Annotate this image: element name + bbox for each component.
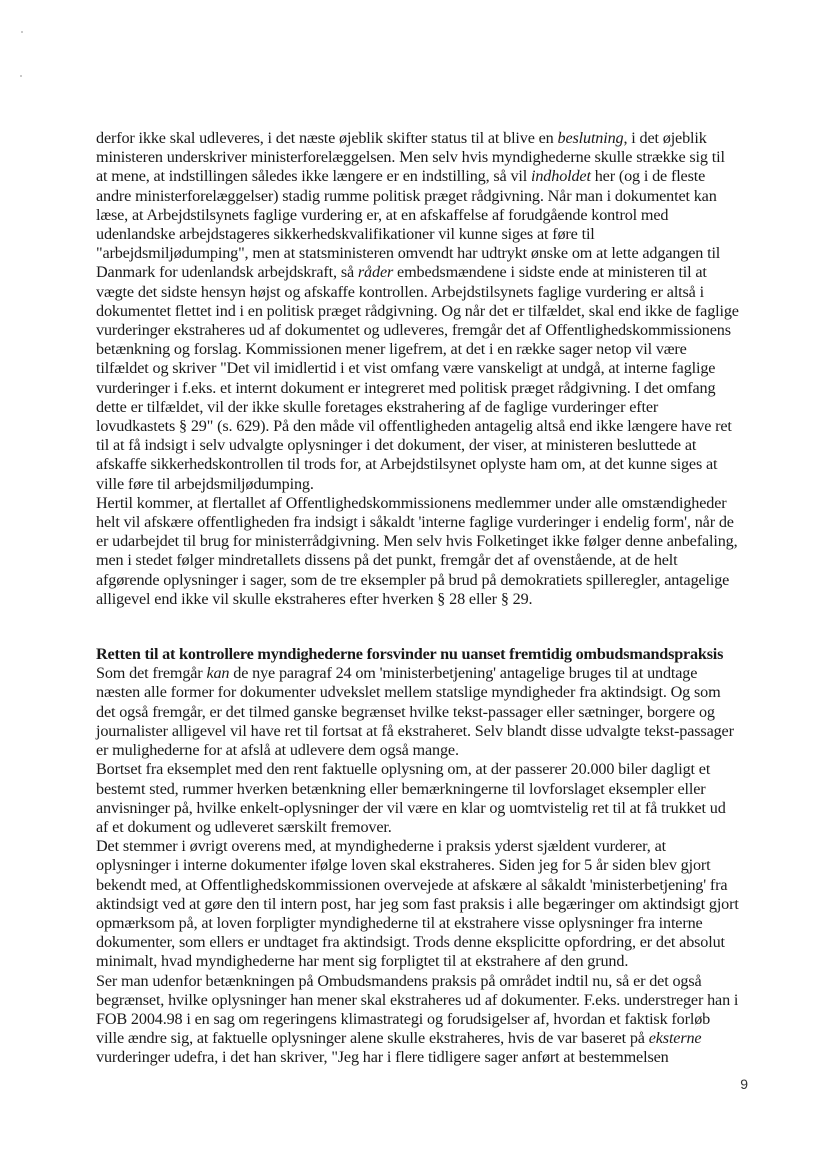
text-run: Bortset fra eksemplet med den rent faktuelle oplysning om, at der passerer 20.000 biler dagligt et bestemt sted, rummer hverken betænkning eller bemærkningerne til lovforslaget eksempler eller anvisninger på, hvilke enkelt-oplysninger der vil være en klar og uomtvistelig ret til at få trukket ud af et dokument og udleveret særskilt fremover. (96, 760, 726, 836)
paragraph (96, 837, 740, 971)
text-run: , i det øjeblik ministeren underskriver ministerforelæggelsen. Men selv hvis myndighederne skulle strække sig til at mene, at indstillingen således ikke længere er en indstilling, så vil (96, 129, 725, 186)
section-1 (96, 129, 740, 609)
paragraph (96, 664, 740, 760)
emphasized-text: beslutning (557, 129, 624, 147)
body-text (96, 129, 740, 1068)
text-run: Ser man udenfor betænkningen på Ombudsmandens praksis på området indtil nu, så er det også begrænset, hvilke oplysninger han mener skal ekstraheres ud af dokumenter. F.eks. understreger han i FOB 2004.98 i en sag om regeringens klimastrategi og forudsigelser af, hvordan et faktisk forløb ville ændre sig, at faktuelle oplysninger alene skulle ekstraheres, hvis de var baseret på (96, 971, 739, 1048)
paragraph (96, 972, 740, 1068)
page-number: 9 (740, 1076, 748, 1092)
scan-speck (20, 75, 22, 77)
section-gap (96, 609, 740, 645)
paragraph (96, 760, 740, 837)
emphasized-text: råder (357, 263, 394, 282)
emphasized-text: kan (206, 664, 230, 683)
section-2 (96, 645, 740, 1067)
emphasized-text: indholdet (531, 167, 591, 186)
text-run: derfor ikke skal udleveres, i det næste øjeblik skifter status til at blive en (96, 129, 558, 147)
scan-speck (21, 31, 23, 33)
paragraph (96, 129, 740, 494)
paragraph (96, 494, 740, 609)
text-run: Hertil kommer, at flertallet af Offentlighedskommissionens medlemmer under alle omstændigheder helt vil afskære offentligheden fra indsigt i såkaldt 'interne faglige vurderinger i endelig form', når de er udarbejdet til brug for ministerrådgivning. Men selv hvis Folketinget ikke følger denne anbefaling, men i stedet følger mindretallets dissens på det punkt, fremgår det af ovenstående, at de helt afgørende oplysninger i sager, som de tre eksempler på brud på demokratiets spilleregler, antagelige alligevel end ikke vil skulle ekstraheres efter hverken § 28 eller § 29. (96, 493, 738, 608)
emphasized-text: eksterne (648, 1029, 702, 1048)
text-run: vurderinger udefra, i det han skriver, "Jeg har i flere tidligere sager anført at bestemmelsen (96, 1048, 669, 1067)
text-run: embedsmændene i sidste ende at ministeren til at vægte det sidste hensyn højst og afskaffe kontrollen. Arbejdstilsynets faglige vurdering er altså i dokumentet flettet ind i en politisk præget rådgivning. Og når det er tilfældet, skal end ikke de faglige vurderinger ekstraheres ud af dokumentet og udleveres, fremgår det af Offentlighedskommissionens betænkning og forslag. Kommissionen mener ligefrem, at det i en række sager netop vil være tilfældet og skriver "Det vil imidlertid i et vist omfang være vanskeligt at undgå, at interne faglige vurderinger i f.eks. et internt dokument er integreret med politisk præget rådgivning. I det omfang dette er tilfældet, vil der ikke skulle foretages ekstrahering af de faglige vurderinger efter lovudkastets § 29" (s. 629). På den måde vil offentligheden antagelig altså end ikke længere have ret til at få indsigt i selv udvalgte oplysninger i det dokument, der viser, at ministeren besluttede at afskaffe sikkerhedskontrollen til trods for, at Arbejdstilsynet oplyste ham om, at det kunne siges at ville føre til arbejdsmiljødumping. (96, 263, 739, 493)
section-heading: Retten til at kontrollere myndighederne forsvinder nu uanset fremtidig ombudsmandspraksis (96, 645, 724, 664)
text-run: Som det fremgår (96, 664, 207, 683)
text-run: Det stemmer i øvrigt overens med, at myndighederne i praksis yderst sjældent vurderer, at oplysninger i interne dokumenter ifølge loven skal ekstraheres. Siden jeg for 5 år siden blev gjort bekendt med, at Offentlighedskommissionen overvejede at afskære al såkaldt 'ministerbetjening' fra aktindsigt ved at gøre den til intern post, har jeg som fast praksis i alle begæringer om aktindsigt gjort opmærksom på, at loven forpligter myndighederne til at ekstrahere visse oplysninger fra interne dokumenter, som ellers er undtaget fra aktindsigt. Trods denne eksplicitte opfordring, er det absolut minimalt, hvad myndighederne har ment sig forpligtet til at ekstrahere af den grund. (96, 837, 739, 971)
text-run: her (og i de fleste andre ministerforelæggelser) stadig rumme politisk præget rådgivning. Når man i dokumentet kan læse, at Arbejdstilsynets faglige vurdering er, at en afskaffelse af forudgående kontrol med udenlandske arbejdstageres sikkerhedskvalifikationer vil kunne siges at føre til "arbejdsmiljødumping", men at statsministeren omvendt har udtrykt ønske om at lette adgangen til Danmark for udenlandsk arbejdskraft, så (96, 167, 721, 282)
text-run: de nye paragraf 24 om 'ministerbetjening' antagelige bruges til at undtage næsten alle former for dokumenter udvekslet mellem statslige myndigheder fra aktindsigt. Og som det også fremgår, er det tilmed ganske begrænset hvilke tekst-passager eller sætninger, borgere og journalister alligevel vil have ret til fortsat at få ekstraheret. Selv blandt disse udvalgte tekst-passager er mulighederne for at afslå at udlevere dem også mange. (96, 664, 734, 760)
